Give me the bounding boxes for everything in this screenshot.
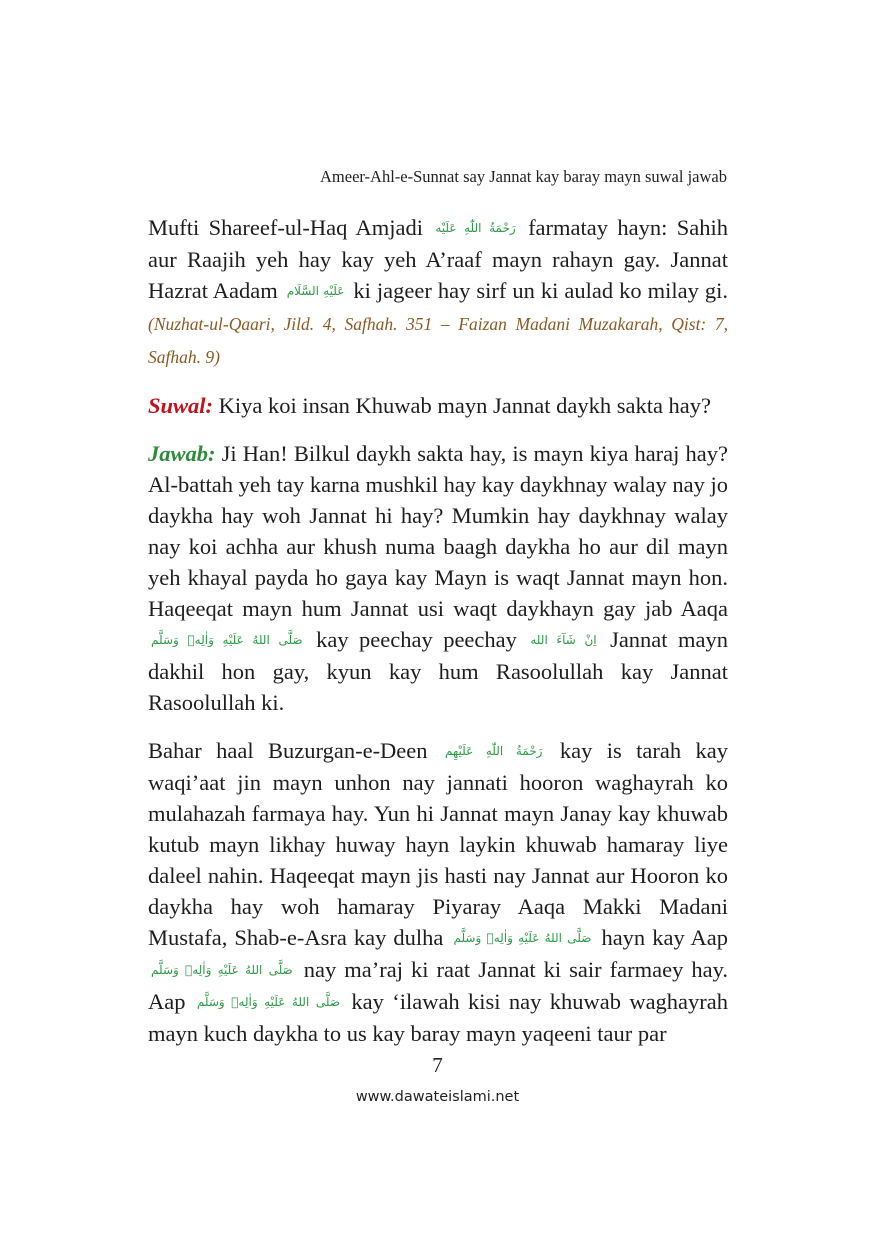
answer-paragraph — [148, 438, 728, 718]
question-paragraph — [148, 390, 728, 421]
arabic-dua-rahmatullah-alayh: رَحْمَةُ اللّٰهِ عَلَيْه — [435, 221, 516, 235]
paragraph-text: Mufti Shareef-ul-Haq Amjadi — [148, 215, 423, 240]
paragraph-text: kay is tarah kay waqi’aat jin mayn unhon nay jannati hooron waghayrah ko mulahazah farmaya hay. Yun hi Jannat mayn Janay kay khuwab kutub mayn likhay huway hayn laykin khuwab hamaray liye daleel nahin. Haqeeqat mayn jis hasti nay Jannat aur Hooron ko daykha hay woh hamaray Piyaray Aaqa Makki Madani Mustafa, Shab-e-Asra kay dulha — [148, 738, 729, 950]
arabic-dua-salallahu: صَلَّى اللهُ عَلَيْهِ وَاٰلِهٖ وَسَلَّم — [453, 931, 592, 945]
paragraph-text: ki jageer hay sirf un ki aulad ko milay gi. — [353, 278, 729, 303]
arabic-dua-salallahu: صَلَّى اللهُ عَلَيْهِ وَاٰلِهٖ وَسَلَّم — [196, 995, 341, 1009]
question-text: Kiya koi insan Khuwab mayn Jannat daykh sakta hay? — [218, 393, 712, 418]
arabic-dua-alayhis-salam: عَلَيْهِ السَّلَام — [286, 284, 345, 298]
paragraph-mufti-shareef — [148, 212, 728, 373]
paragraph-buzurgan — [148, 735, 728, 1049]
jawab-label: Jawab: — [148, 441, 216, 466]
arabic-dua-salallahu: صَلَّى اللهُ عَلَيْهِ وَاٰلِهٖ وَسَلَّم — [151, 633, 303, 647]
answer-text: kay peechay peechay — [316, 627, 517, 652]
reference-citation: (Nuzhat-ul-Qaari, Jild. 4, Safhah. 351 – Faizan Madani Muzakarah, Qist: 7, Safhah. 9) — [148, 314, 728, 367]
paragraph-text: farmatay hayn: Sahih aur Raajih yeh hay kay yeh A’raaf mayn rahayn gay. Jannat Hazrat Aadam — [148, 215, 729, 303]
answer-text: Ji Han! Bilkul daykh sakta hay, is mayn kiya haraj hay? Al-battah yeh tay karna mushkil hay kay daykhnay walay nay jo daykha hay woh Jannat hi hay? Mumkin hay daykhnay walay nay koi achha aur khush numa baagh daykha ho aur dil mayn yeh khayal payda ho gaya kay Mayn is waqt Jannat mayn hon. Haqeeqat mayn hum Jannat usi waqt daykhayn gay jab Aaqa — [148, 441, 728, 621]
paragraph-text: kay ‘ilawah kisi nay khuwab waghayrah mayn kuch daykha to us kay baray mayn yaqeeni taur par — [148, 989, 729, 1046]
arabic-dua-in-sha-allah: اِنْ شَآءَ الله — [530, 633, 597, 647]
page-number: 7 — [432, 1053, 443, 1077]
answer-text: Jannat mayn dakhil hon gay, kyun kay hum Rasoolullah kay Jannat Rasoolullah ki. — [148, 627, 728, 715]
paragraph-text: hayn kay Aap — [601, 925, 728, 950]
paragraph-text: nay ma’raj ki raat Jannat ki sair farmaey hay. Aap — [148, 957, 729, 1014]
website-url: www.dawateislami.net — [355, 1089, 520, 1105]
paragraph-text: Bahar haal Buzurgan-e-Deen — [148, 738, 428, 763]
arabic-dua-rahmatullah-alayhim: رَحْمَةُ اللّٰهِ عَلَيْهِم — [444, 744, 543, 758]
suwal-label: Suwal: — [148, 393, 214, 418]
arabic-dua-salallahu: صَلَّى اللهُ عَلَيْهِ وَاٰلِهٖ وَسَلَّم — [151, 963, 293, 977]
page-body — [148, 212, 728, 1049]
running-header: Ameer-Ahl-e-Sunnat say Jannat kay baray mayn suwal jawab — [320, 167, 727, 186]
